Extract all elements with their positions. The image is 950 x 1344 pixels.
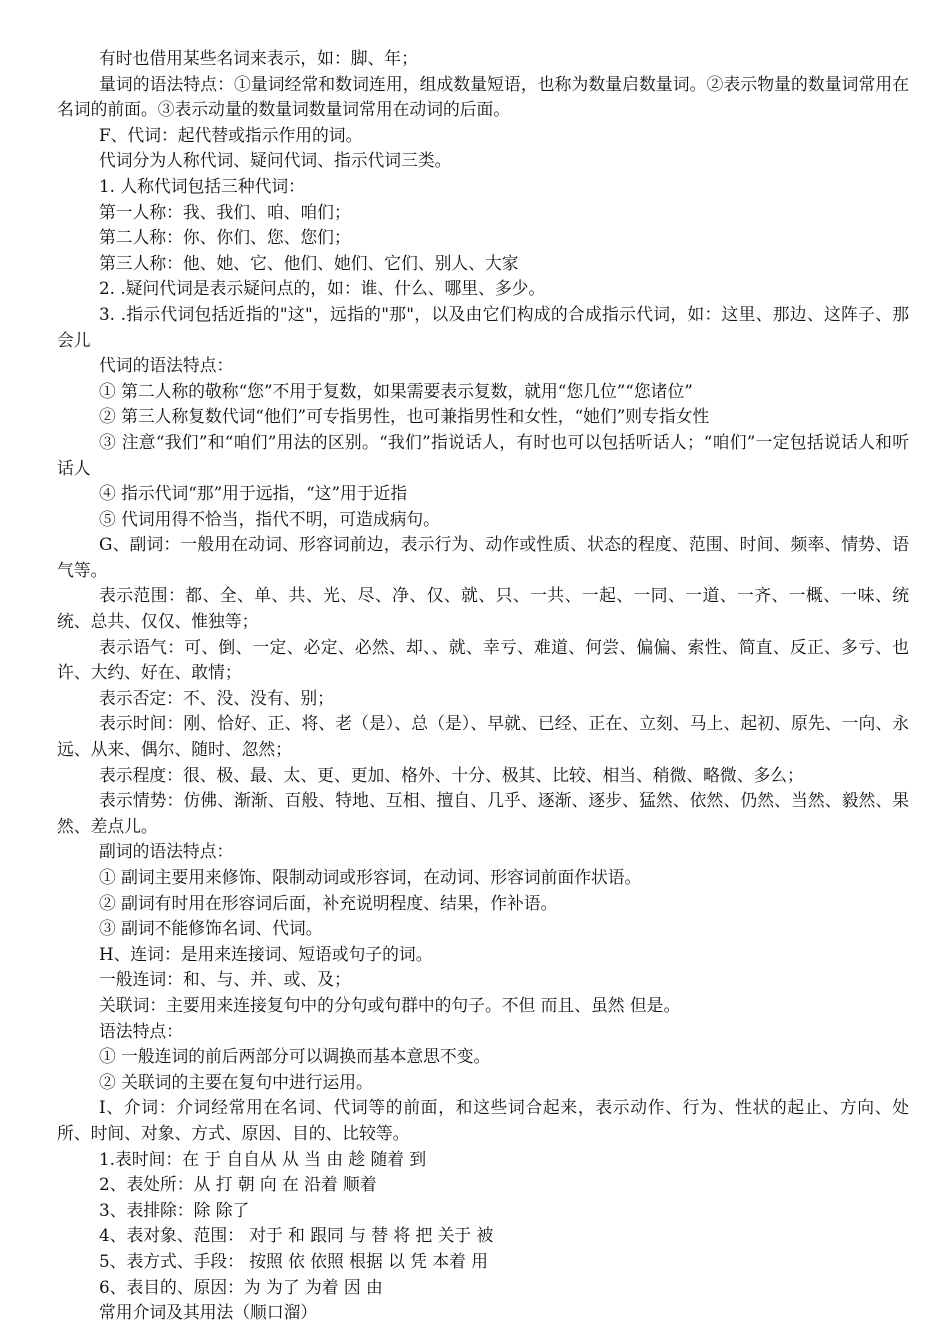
paragraph: 第三人称：他、她、它、他们、她们、它们、别人、大家 — [99, 252, 519, 273]
paragraph: ② 第三人称复数代词“他们”可专指男性，也可兼指男性和女性，“她们”则专指女性 — [99, 406, 710, 427]
paragraph: 关联词：主要用来连接复句中的分句或句群中的句子。不但 而且、虽然 但是。 — [99, 994, 681, 1015]
paragraph: 第二人称：你、你们、您、您们； — [99, 227, 351, 248]
paragraph: ① 第二人称的敬称“您”不用于复数，如果需要表示复数，就用“您几位”“您诸位” — [99, 380, 693, 401]
paragraph: ① 一般连词的前后两部分可以调换而基本意思不变。 — [99, 1046, 491, 1067]
paragraph: ⑤ 代词用得不恰当，指代不明，可造成病句。 — [99, 508, 440, 529]
paragraph: 5、表方式、手段： 按照 依 依照 根据 以 凭 本着 用 — [99, 1250, 488, 1271]
paragraph: ① 副词主要用来修饰、限制动词或形容词，在动词、形容词前面作状语。 — [99, 867, 642, 887]
paragraph: 2. .疑问代词是表示疑问点的，如：谁、什么、哪里、多少。 — [99, 278, 546, 299]
paragraph: 1.表时间：在 于 自自从 从 当 由 趁 随着 到 — [99, 1148, 427, 1169]
paragraph: 表示时间：刚、恰好、正、将、老（是）、总（是）、早就、已经、正在、立刻、马上、起初、原先、一向、永远、从来、偶尔、随时、忽然； — [57, 713, 909, 760]
paragraph: 代词的语法特点： — [99, 355, 234, 376]
paragraph: 6、表目的、原因：为 为了 为着 因 由 — [99, 1276, 383, 1297]
paragraph: 3. .指示代词包括近指的"这"，远指的"那"，以及由它们构成的合成指示代词，如：这里、那边、这阵子、那会儿 — [57, 303, 909, 350]
paragraph: 常用介词及其用法（顺口溜） — [99, 1302, 318, 1323]
paragraph: 副词的语法特点： — [99, 841, 234, 862]
paragraph: ④ 指示代词“那”用于远指，“这”用于近指 — [99, 483, 408, 504]
paragraph: I、介词：介词经常用在名词、代词等的前面，和这些词合起来，表示动作、行为、性状的起止、方向、处所、时间、对象、方式、原因、目的、比较等。 — [57, 1097, 909, 1143]
paragraph: 2、表处所：从 打 朝 向 在 沿着 顺着 — [99, 1174, 377, 1195]
paragraph: 表示否定：不、没、没有、别； — [99, 687, 334, 708]
paragraph: 表示情势：仿佛、渐渐、百般、特地、互相、擅自、几乎、逐渐、逐步、猛然、依然、仍然、当然、毅然、果然、差点儿。 — [57, 790, 909, 836]
paragraph: H、连词：是用来连接词、短语或句子的词。 — [99, 943, 433, 964]
paragraph: 一般连词：和、与、并、或、及； — [99, 969, 351, 990]
paragraph: 代词分为人称代词、疑问代词、指示代词三类。 — [99, 150, 452, 171]
paragraph: ② 副词有时用在形容词后面，补充说明程度、结果，作补语。 — [99, 892, 558, 913]
paragraph: 有时也借用某些名词来表示，如：脚、年； — [99, 48, 418, 68]
paragraph: 表示范围：都、全、单、共、光、尽、净、仅、就、只、一共、一起、一同、一道、一齐、一概、一味、统统、总共、仅仅、惟独等； — [57, 585, 909, 632]
paragraph: G、副词：一般用在动词、形容词前边，表示行为、动作或性质、状态的程度、范围、时间、频率、情势、语气等。 — [57, 534, 909, 580]
paragraph: F、代词：起代替或指示作用的词。 — [99, 124, 363, 145]
paragraph: 1. 人称代词包括三种代词： — [99, 175, 305, 196]
paragraph: ③ 注意“我们”和“咱们”用法的区别。“我们”指说话人，有时也可以包括听话人；“咱们”一定包括说话人和听话人 — [57, 431, 909, 478]
paragraph: 表示程度：很、极、最、太、更、更加、格外、十分、极其、比较、相当、稍微、略微、多么； — [99, 764, 804, 785]
paragraph: 3、表排除：除 除了 — [99, 1199, 250, 1220]
document-body — [57, 46, 909, 1326]
paragraph: ② 关联词的主要在复句中进行运用。 — [99, 1071, 373, 1092]
paragraph: 量词的语法特点：①量词经常和数词连用，组成数量短语，也称为数量启数量词。②表示物量的数量词常用在名词的前面。③表示动量的数量词数量词常用在动词的后面。 — [57, 73, 909, 120]
paragraph: 表示语气：可、倒、一定、必定、必然、却、、就、幸亏、难道、何尝、偏偏、索性、简直、反正、多亏、也许、大约、好在、敢情； — [57, 636, 909, 683]
paragraph: 第一人称：我、我们、咱、咱们； — [99, 201, 351, 222]
paragraph: 4、表对象、范围： 对于 和 跟同 与 替 将 把 关于 被 — [99, 1225, 494, 1246]
paragraph: 语法特点： — [99, 1020, 183, 1041]
paragraph: ③ 副词不能修饰名词、代词。 — [99, 918, 323, 939]
